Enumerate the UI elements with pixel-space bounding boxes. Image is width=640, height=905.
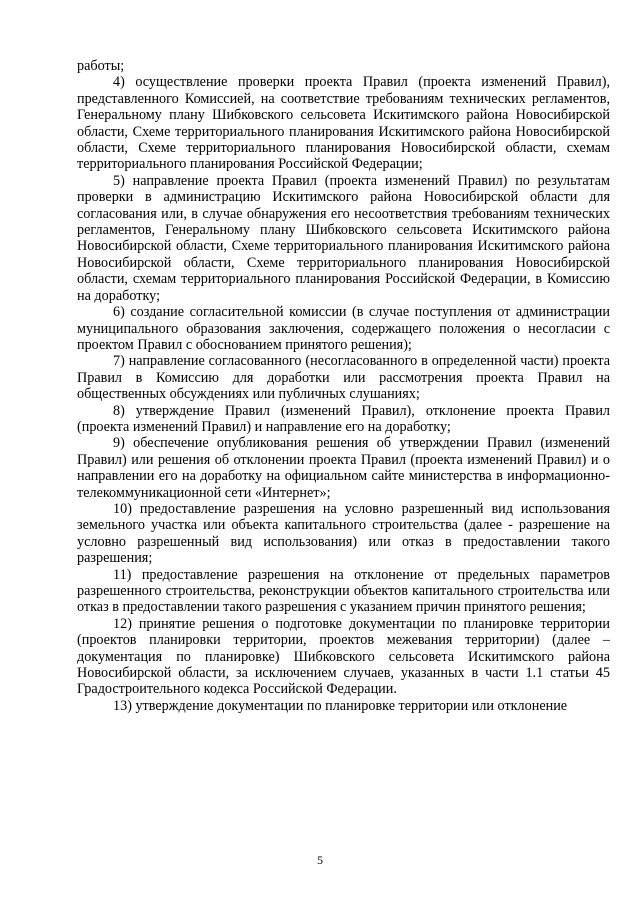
- paragraph-continuation: работы;: [77, 58, 125, 74]
- paragraph-item-9: 9) обеспечение опубликования решения об утверждении Правил (изменений Правил) или решения об отклонении проекта Правил (проекта изменений Правил) и о направлении его на доработку на официальном сайте министерства в информационно-телекоммуникационной сети «Интернет»;: [77, 435, 610, 501]
- paragraph-item-13: 13) утверждение документации по планировке территории или отклонение: [113, 697, 568, 714]
- paragraph-item-12: 12) принятие решения о подготовке документации по планировке территории (проектов планировки территории, проектов межевания территории) (далее – документация по планировке) Шибковского сельсовета Искитимского района Новосибирской области, за исключением случаев, указанных в части 1.1 статьи 45 Градостроительного кодекса Российской Федерации.: [77, 615, 610, 698]
- page-number: 5: [317, 853, 323, 867]
- document-body: [77, 58, 610, 714]
- paragraph-item-8: 8) утверждение Правил (изменений Правил), отклонение проекта Правил (проекта изменений Правил) и направление его на доработку;: [77, 402, 610, 435]
- paragraph-item-4: 4) осуществление проверки проекта Правил (проекта изменений Правил), представленного Комиссией, на соответствие требованиям технических регламентов, Генеральному плану Шибковского сельсовета Искитимского района Новосибирской области, Схеме территориального планирования Искитимского района Новосибирской области, Схеме территориального планирования Новосибирской области, схемам территориального планирования Российской Федерации;: [77, 74, 610, 173]
- paragraph-item-10: 10) предоставление разрешения на условно разрешенный вид использования земельного участка или объекта капитального строительства (далее - разрешение на условно разрешенный вид использования) или отказ в предоставлении такого разрешения;: [77, 500, 610, 567]
- paragraph-item-5: 5) направление проекта Правил (проекта изменений Правил) по результатам проверки в администрацию Искитимского района Новосибирской области для согласования или, в случае обнаружения его несоответствия требованиям технических регламентов, Генеральному плану Шибковского сельсовета Искитимского района Новосибирской области, Схеме территориального планирования Искитимского района Новосибирской области, Схеме территориального планирования Новосибирской области, схемам территориального планирования Российской Федерации, в Комиссию на доработку;: [77, 172, 610, 304]
- paragraph-item-11: 11) предоставление разрешения на отклонение от предельных параметров разрешенного строительства, реконструкции объектов капитального строительства или отказ в предоставлении такого разрешения с указанием причин принятого решения;: [77, 566, 610, 616]
- paragraph-item-6: 6) создание согласительной комиссии (в случае поступления от администрации муниципального образования заключения, содержащего положения о несогласии с проектом Правил с обоснованием принятого решения);: [77, 304, 610, 353]
- paragraph-item-7: 7) направление согласованного (несогласованного в определенной части) проекта Правил в Комиссию для доработки или рассмотрения проекта Правил на общественных обсуждениях или публичных слушаниях;: [77, 353, 610, 403]
